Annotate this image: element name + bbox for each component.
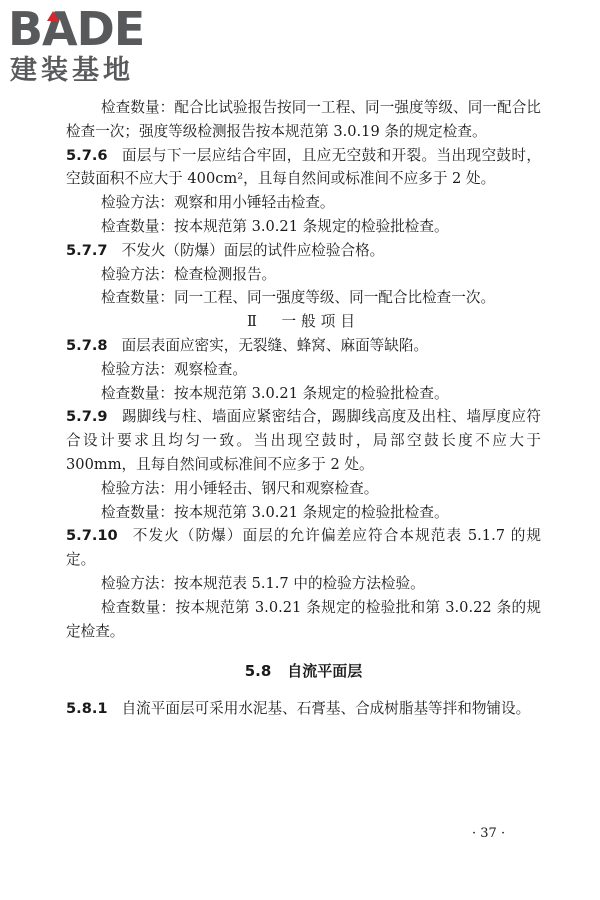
inspection-quantity: 检查数量：按本规范第 3.0.21 条规定的检验批检查。 xyxy=(101,384,449,402)
logo-wordmark: BADE xyxy=(8,2,145,56)
section-number: 5.8 xyxy=(244,662,272,681)
section-title: 自流平面层 xyxy=(287,662,363,681)
clause-number: 5.7.6 xyxy=(66,146,108,164)
logo-accent-triangle-icon xyxy=(47,11,59,21)
clause-text: 不发火（防爆）面层的试件应检验合格。 xyxy=(121,241,385,259)
paragraph: 检查数量：配合比试验报告按同一工程、同一强度等级、同一配合比检查一次；强度等级检测报告按本规范第 3.0.19 条的规定检查。 xyxy=(66,99,541,140)
document-body xyxy=(66,96,541,721)
clause-5-7-9 xyxy=(66,405,541,476)
page-number: · 37 · xyxy=(472,826,506,841)
clause-5-8-1 xyxy=(66,697,541,721)
inspection-method: 检验方法：按本规范表 5.1.7 中的检验方法检验。 xyxy=(101,574,425,592)
bade-logo xyxy=(8,4,178,94)
clause-number: 5.7.8 xyxy=(66,336,108,354)
inspection-method: 检验方法：观察检查。 xyxy=(101,360,247,378)
inspection-quantity: 检查数量：同一工程、同一强度等级、同一配合比检查一次。 xyxy=(101,289,496,307)
clause-5-7-7 xyxy=(66,239,541,263)
logo-subtitle: 建装基地 xyxy=(10,55,134,86)
clause-number: 5.8.1 xyxy=(66,700,108,718)
clause-text: 不发火（防爆）面层的允许偏差应符合本规范表 5.1.7 的规定。 xyxy=(66,527,541,569)
inspection-method: 检验方法：用小锤轻击、钢尺和观察检查。 xyxy=(101,479,379,497)
clause-5-7-8 xyxy=(66,334,541,358)
inspection-quantity: 检查数量：按本规范第 3.0.21 条规定的检验批和第 3.0.22 条的规定检查。 xyxy=(66,598,541,640)
inspection-quantity: 检查数量：按本规范第 3.0.21 条规定的检验批检查。 xyxy=(101,217,449,235)
inspection-method: 检验方法：检查检测报告。 xyxy=(101,265,277,283)
subheading-general-items: Ⅱ 一般项目 xyxy=(247,313,360,331)
section-heading-5-8 xyxy=(66,659,541,683)
clause-number: 5.7.10 xyxy=(66,527,118,545)
inspection-method: 检验方法：观察和用小锤轻击检查。 xyxy=(101,194,335,212)
clause-text: 自流平面层可采用水泥基、石膏基、合成树脂基等拌和物铺设。 xyxy=(121,700,531,718)
clause-text: 面层与下一层应结合牢固，且应无空鼓和开裂。当出现空鼓时，空鼓面积不应大于 400cm²，且每自然间或标准间不应多于 2 处。 xyxy=(66,146,541,188)
clause-number: 5.7.7 xyxy=(66,241,108,259)
clause-text: 踢脚线与柱、墙面应紧密结合，踢脚线高度及出柱、墙厚度应符合设计要求且均匀一致。当出现空鼓时，局部空鼓长度不应大于 300mm，且每自然间或标准间不应多于 2 处。 xyxy=(66,408,541,473)
clause-text: 面层表面应密实，无裂缝、蜂窝、麻面等缺陷。 xyxy=(121,336,429,354)
inspection-quantity: 检查数量：按本规范第 3.0.21 条规定的检验批检查。 xyxy=(101,503,449,521)
clause-5-7-10 xyxy=(66,524,541,572)
clause-5-7-6 xyxy=(66,144,541,192)
clause-number: 5.7.9 xyxy=(66,408,108,426)
